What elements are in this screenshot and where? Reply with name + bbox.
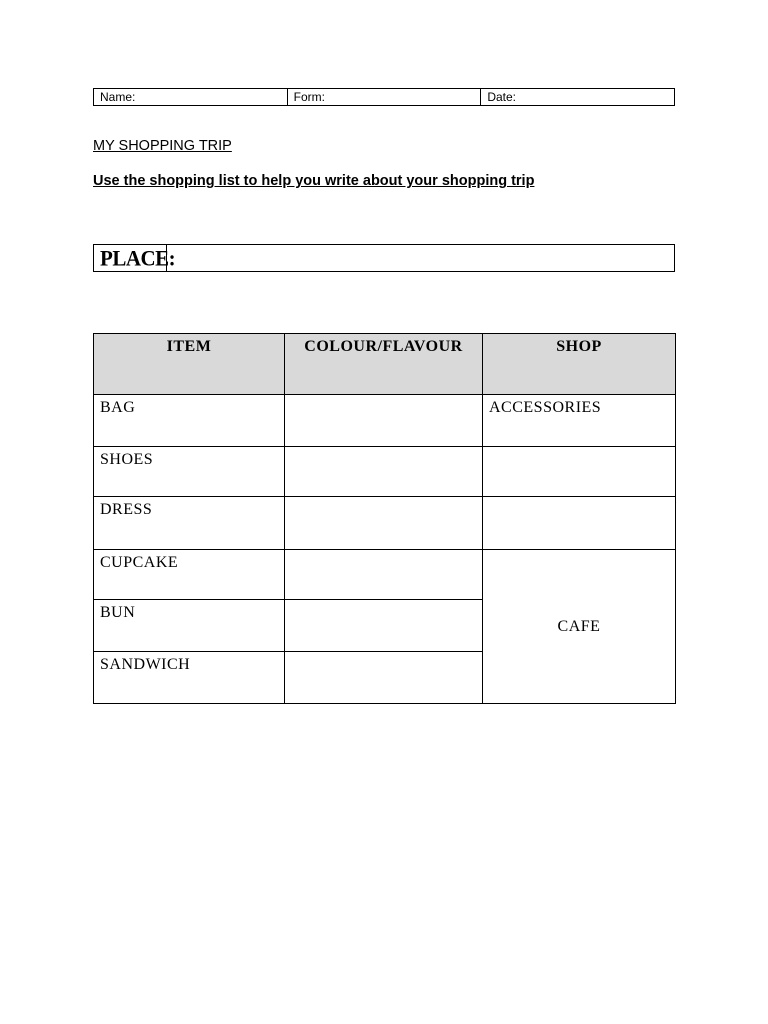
form-field[interactable] [287,89,481,106]
place-input[interactable] [167,245,674,271]
shop-cell: ACCESSORIES [483,395,676,447]
date-field[interactable] [481,89,675,106]
colour-flavour-cell[interactable] [285,550,483,600]
place-label: PLACE: [94,244,167,271]
page-title: MY SHOPPING TRIP [93,138,232,154]
table-row [94,497,676,550]
item-cell: SHOES [94,447,285,497]
instruction-text: Use the shopping list to help you write about your shopping trip [93,173,535,189]
shop-cell[interactable] [483,497,676,550]
colour-flavour-cell[interactable] [285,497,483,550]
date-label: Date: [487,89,516,104]
table-row [94,447,676,497]
item-cell: BUN [94,600,285,652]
student-info-header [93,88,675,106]
colour-flavour-cell[interactable] [285,395,483,447]
colour-flavour-cell[interactable] [285,652,483,704]
table-row [94,395,676,447]
column-header-colour-flavour: COLOUR/FLAVOUR [285,334,483,395]
colour-flavour-cell[interactable] [285,447,483,497]
name-label: Name: [100,89,136,104]
item-cell: BAG [94,395,285,447]
shop-cell[interactable] [483,447,676,497]
item-cell: SANDWICH [94,652,285,704]
shopping-list-table [93,333,676,704]
name-field[interactable] [94,89,288,106]
place-box [93,244,675,272]
shop-cell-cafe: CAFE [483,550,676,704]
item-cell: DRESS [94,497,285,550]
form-label: Form: [293,89,325,104]
column-header-item: ITEM [94,334,285,395]
column-header-shop: SHOP [483,334,676,395]
colour-flavour-cell[interactable] [285,600,483,652]
item-cell: CUPCAKE [94,550,285,600]
table-row [94,550,676,600]
